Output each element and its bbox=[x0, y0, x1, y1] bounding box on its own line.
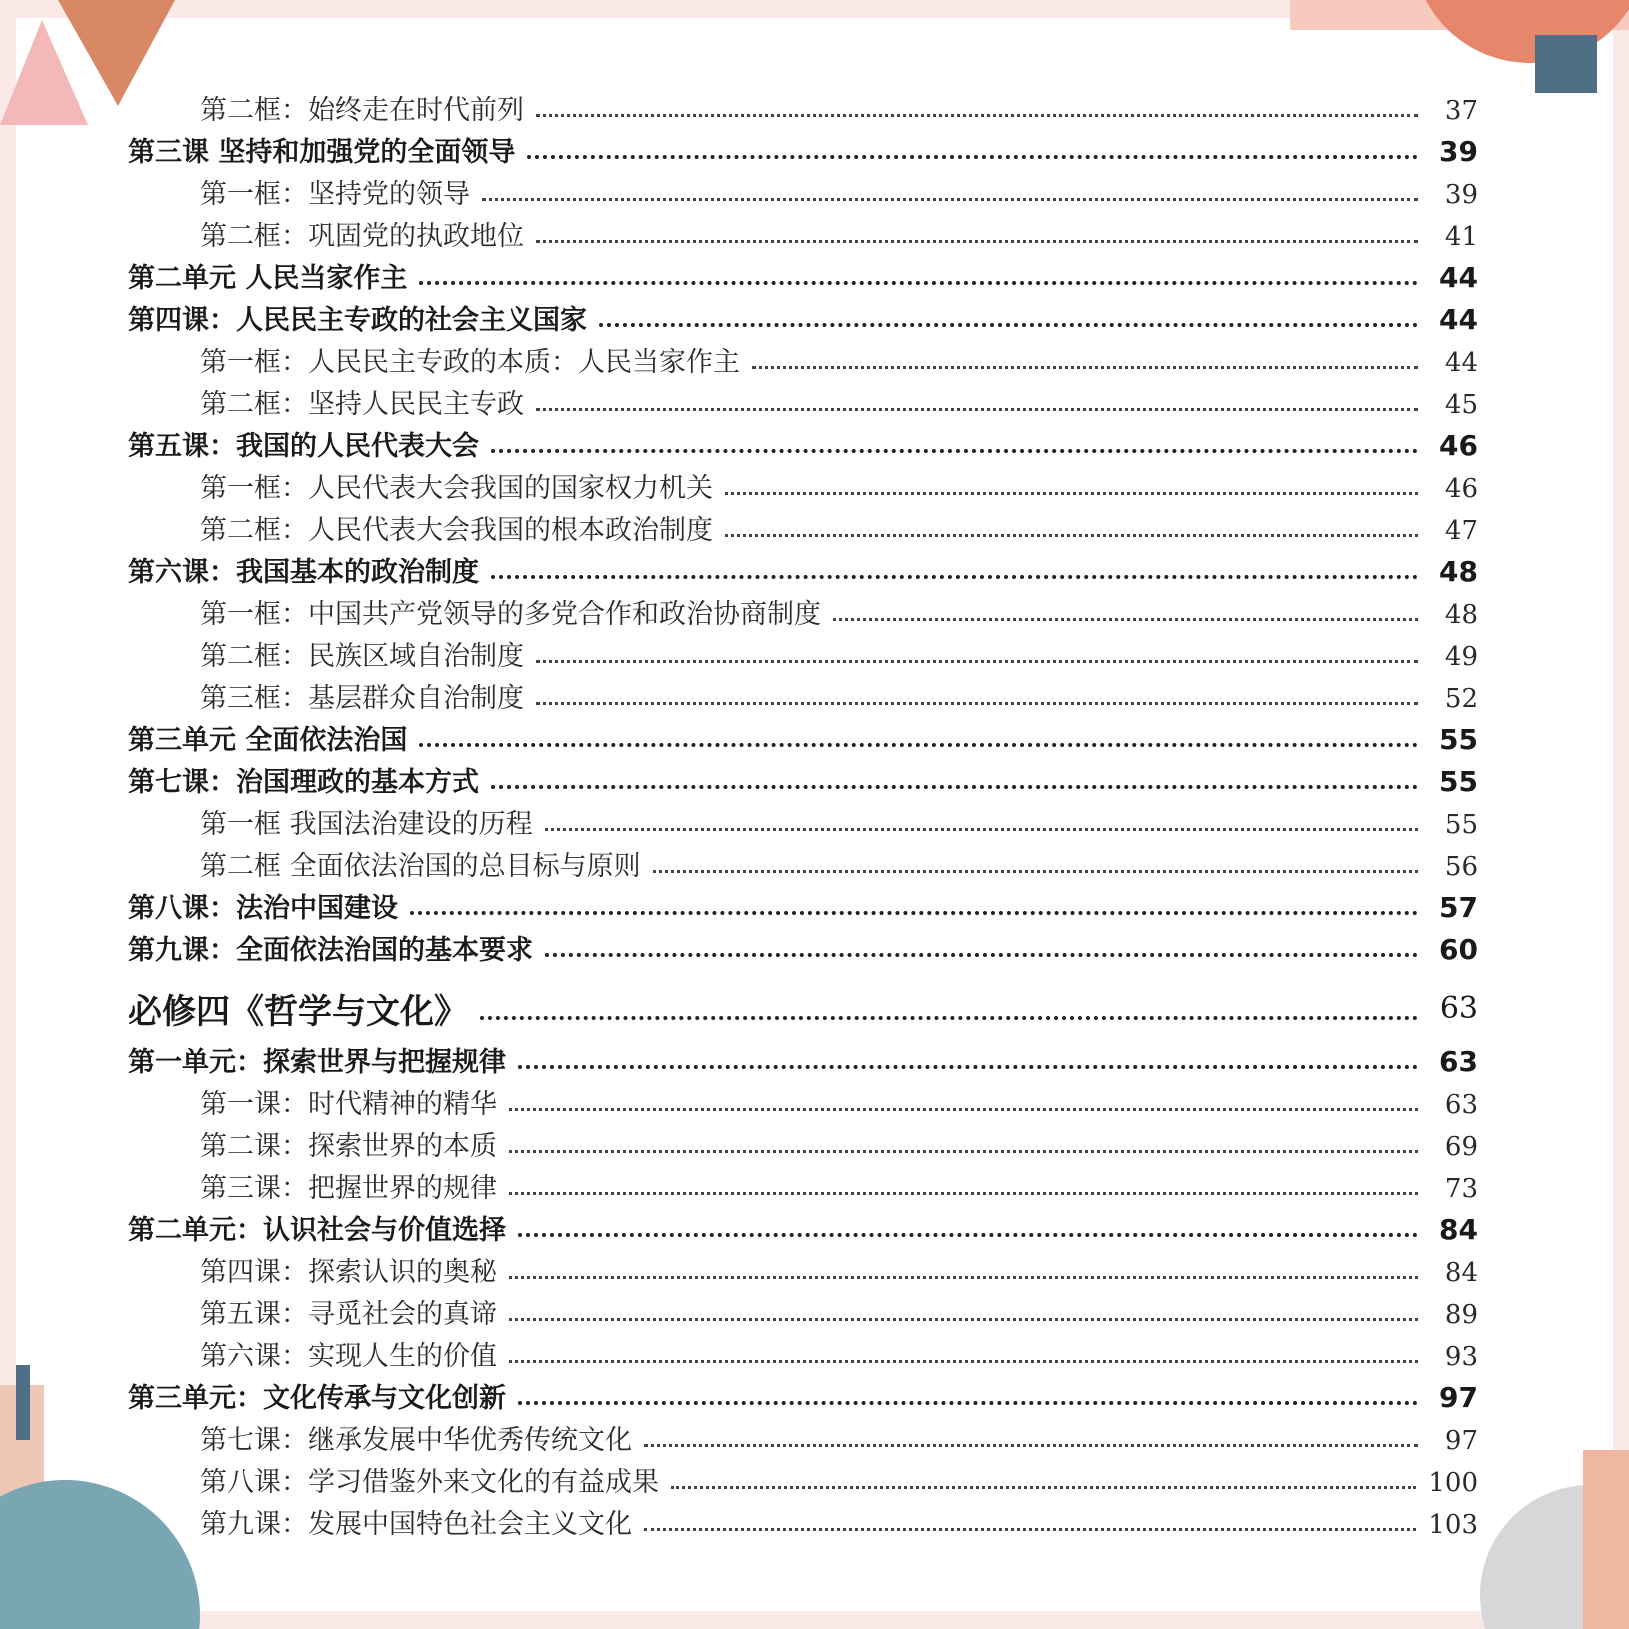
toc-entry-title: 第一框 我国法治建设的历程 bbox=[200, 809, 533, 840]
toc-entry-title: 第三单元 全面依法治国 bbox=[128, 725, 408, 756]
toc-row-frame[interactable] bbox=[128, 214, 1478, 256]
toc-page-number: 55 bbox=[1439, 723, 1478, 756]
toc-row-frame[interactable] bbox=[128, 634, 1478, 676]
toc-row-frame[interactable] bbox=[128, 1460, 1478, 1502]
toc-row-frame[interactable] bbox=[128, 802, 1478, 844]
toc-page-number: 46 bbox=[1444, 474, 1478, 504]
toc-row-frame[interactable] bbox=[128, 676, 1478, 718]
toc-entry-title: 第九课：发展中国特色社会主义文化 bbox=[200, 1509, 632, 1540]
dot-leader bbox=[725, 530, 1418, 537]
toc-row-frame[interactable] bbox=[128, 172, 1478, 214]
dot-leader bbox=[518, 1061, 1418, 1069]
toc-row-frame[interactable] bbox=[128, 1082, 1478, 1124]
toc-entry-title: 第三课：把握世界的规律 bbox=[200, 1173, 497, 1204]
toc-page-number: 93 bbox=[1444, 1342, 1478, 1372]
toc-row-frame[interactable] bbox=[128, 1250, 1478, 1292]
dot-leader bbox=[536, 698, 1418, 705]
toc-page-number: 57 bbox=[1439, 891, 1478, 924]
toc-row-unit[interactable] bbox=[128, 1040, 1478, 1082]
dot-leader bbox=[536, 404, 1418, 411]
toc-page-number: 73 bbox=[1444, 1174, 1478, 1204]
toc-page-number: 97 bbox=[1444, 1426, 1478, 1456]
toc-entry-title: 第一单元：探索世界与把握规律 bbox=[128, 1047, 506, 1078]
toc-page-number: 89 bbox=[1444, 1300, 1478, 1330]
toc-entry-title: 第三单元：文化传承与文化创新 bbox=[128, 1383, 506, 1414]
toc-page-number: 69 bbox=[1444, 1132, 1478, 1162]
dot-leader bbox=[536, 110, 1418, 117]
toc-page-number: 63 bbox=[1439, 1045, 1478, 1078]
toc-row-unit[interactable] bbox=[128, 1376, 1478, 1418]
dot-leader bbox=[480, 1012, 1418, 1020]
dot-leader bbox=[644, 1524, 1416, 1531]
toc-entry-title: 第二框：始终走在时代前列 bbox=[200, 95, 524, 126]
toc-page-number: 46 bbox=[1439, 429, 1478, 462]
toc-entry-title: 第四课：人民民主专政的社会主义国家 bbox=[128, 305, 587, 336]
toc-page-number: 48 bbox=[1439, 555, 1478, 588]
toc-row-frame[interactable] bbox=[128, 88, 1478, 130]
toc-row-unit[interactable] bbox=[128, 256, 1478, 298]
toc-entry-title: 第六课：实现人生的价值 bbox=[200, 1341, 497, 1372]
toc-row-lesson[interactable] bbox=[128, 550, 1478, 592]
toc-entry-title: 第一框：人民民主专政的本质：人民当家作主 bbox=[200, 347, 740, 378]
toc-row-book[interactable] bbox=[128, 976, 1478, 1040]
toc-entry-title: 第一框：人民代表大会我国的国家权力机关 bbox=[200, 473, 713, 504]
dot-leader bbox=[527, 151, 1418, 159]
toc-entry-title: 第八课：学习借鉴外来文化的有益成果 bbox=[200, 1467, 659, 1498]
dot-leader bbox=[419, 739, 1418, 747]
toc-entry-title: 第一框：坚持党的领导 bbox=[200, 179, 470, 210]
dot-leader bbox=[653, 866, 1418, 873]
toc-page-number: 97 bbox=[1439, 1381, 1478, 1414]
toc-row-frame[interactable] bbox=[128, 1166, 1478, 1208]
toc-page-number: 84 bbox=[1444, 1258, 1478, 1288]
dot-leader bbox=[518, 1397, 1418, 1405]
dot-leader bbox=[491, 781, 1418, 789]
toc-row-unit[interactable] bbox=[128, 1208, 1478, 1250]
dot-leader bbox=[509, 1188, 1418, 1195]
toc-page-number: 37 bbox=[1444, 96, 1478, 126]
toc-page-number: 47 bbox=[1444, 516, 1478, 546]
toc-page-number: 45 bbox=[1444, 390, 1478, 420]
dot-leader bbox=[752, 362, 1418, 369]
toc-entry-title: 第三课 坚持和加强党的全面领导 bbox=[128, 137, 516, 168]
toc-entry-title: 第一框：中国共产党领导的多党合作和政治协商制度 bbox=[200, 599, 821, 630]
toc-page-number: 52 bbox=[1444, 684, 1478, 714]
toc-page-number: 48 bbox=[1444, 600, 1478, 630]
toc-row-frame[interactable] bbox=[128, 466, 1478, 508]
toc-page-number: 100 bbox=[1428, 1468, 1478, 1498]
dot-leader bbox=[491, 571, 1418, 579]
toc-page-number: 55 bbox=[1444, 810, 1478, 840]
toc-row-frame[interactable] bbox=[128, 1334, 1478, 1376]
toc-row-unit[interactable] bbox=[128, 718, 1478, 760]
toc-page-number: 44 bbox=[1439, 303, 1478, 336]
toc-row-frame[interactable] bbox=[128, 508, 1478, 550]
toc-page-number: 63 bbox=[1444, 1090, 1478, 1120]
toc-row-frame[interactable] bbox=[128, 340, 1478, 382]
toc-entry-title: 第七课：治国理政的基本方式 bbox=[128, 767, 479, 798]
dot-leader bbox=[644, 1440, 1418, 1447]
toc-entry-title: 必修四《哲学与文化》 bbox=[128, 991, 468, 1032]
toc-entry-title: 第一课：时代精神的精华 bbox=[200, 1089, 497, 1120]
toc-row-frame[interactable] bbox=[128, 1502, 1478, 1544]
dot-leader bbox=[509, 1314, 1418, 1321]
toc-row-frame[interactable] bbox=[128, 1292, 1478, 1334]
dot-leader bbox=[545, 949, 1418, 957]
toc-entry-title: 第二框 全面依法治国的总目标与原则 bbox=[200, 851, 641, 882]
toc-entry-title: 第五课：我国的人民代表大会 bbox=[128, 431, 479, 462]
dot-leader bbox=[509, 1272, 1418, 1279]
toc-entry-title: 第四课：探索认识的奥秘 bbox=[200, 1257, 497, 1288]
toc-entry-title: 第二框：巩固党的执政地位 bbox=[200, 221, 524, 252]
toc-entry-title: 第八课：法治中国建设 bbox=[128, 893, 398, 924]
toc-row-lesson[interactable] bbox=[128, 886, 1478, 928]
toc-row-lesson[interactable] bbox=[128, 424, 1478, 466]
toc-page-number: 55 bbox=[1439, 765, 1478, 798]
toc-page-number: 56 bbox=[1444, 852, 1478, 882]
dot-leader bbox=[536, 656, 1418, 663]
dot-leader bbox=[482, 194, 1418, 201]
table-of-contents bbox=[128, 88, 1478, 1544]
toc-page-number: 39 bbox=[1439, 135, 1478, 168]
toc-page-number: 44 bbox=[1439, 261, 1478, 294]
toc-row-lesson[interactable] bbox=[128, 928, 1478, 970]
dot-leader bbox=[536, 236, 1418, 243]
toc-entry-title: 第二课：探索世界的本质 bbox=[200, 1131, 497, 1162]
toc-entry-title: 第九课：全面依法治国的基本要求 bbox=[128, 935, 533, 966]
toc-page-number: 41 bbox=[1444, 222, 1478, 252]
toc-row-lesson[interactable] bbox=[128, 298, 1478, 340]
toc-entry-title: 第七课：继承发展中华优秀传统文化 bbox=[200, 1425, 632, 1456]
dot-leader bbox=[509, 1104, 1418, 1111]
toc-row-frame[interactable] bbox=[128, 592, 1478, 634]
toc-row-frame[interactable] bbox=[128, 844, 1478, 886]
dot-leader bbox=[725, 488, 1418, 495]
dot-leader bbox=[518, 1229, 1418, 1237]
toc-page-number: 39 bbox=[1444, 180, 1478, 210]
toc-page-number: 49 bbox=[1444, 642, 1478, 672]
toc-entry-title: 第二单元：认识社会与价值选择 bbox=[128, 1215, 506, 1246]
toc-entry-title: 第二框：坚持人民民主专政 bbox=[200, 389, 524, 420]
dot-leader bbox=[545, 824, 1418, 831]
dot-leader bbox=[509, 1356, 1418, 1363]
dot-leader bbox=[509, 1146, 1418, 1153]
toc-entry-title: 第二框：民族区域自治制度 bbox=[200, 641, 524, 672]
dot-leader bbox=[833, 614, 1418, 621]
dot-leader bbox=[419, 277, 1418, 285]
toc-page-number: 63 bbox=[1439, 990, 1478, 1026]
toc-row-lesson[interactable] bbox=[128, 130, 1478, 172]
toc-page-number: 44 bbox=[1444, 348, 1478, 378]
toc-row-frame[interactable] bbox=[128, 382, 1478, 424]
dot-leader bbox=[491, 445, 1418, 453]
toc-page-number: 84 bbox=[1439, 1213, 1478, 1246]
toc-row-frame[interactable] bbox=[128, 1418, 1478, 1460]
toc-row-lesson[interactable] bbox=[128, 760, 1478, 802]
toc-entry-title: 第五课：寻觅社会的真谛 bbox=[200, 1299, 497, 1330]
dot-leader bbox=[410, 907, 1418, 915]
dot-leader bbox=[599, 319, 1418, 327]
toc-entry-title: 第二框：人民代表大会我国的根本政治制度 bbox=[200, 515, 713, 546]
toc-entry-title: 第二单元 人民当家作主 bbox=[128, 263, 408, 294]
toc-page-number: 60 bbox=[1439, 933, 1478, 966]
toc-entry-title: 第六课：我国基本的政治制度 bbox=[128, 557, 479, 588]
dot-leader bbox=[671, 1482, 1416, 1489]
toc-entry-title: 第三框：基层群众自治制度 bbox=[200, 683, 524, 714]
toc-row-frame[interactable] bbox=[128, 1124, 1478, 1166]
toc-page-number: 103 bbox=[1428, 1510, 1478, 1540]
